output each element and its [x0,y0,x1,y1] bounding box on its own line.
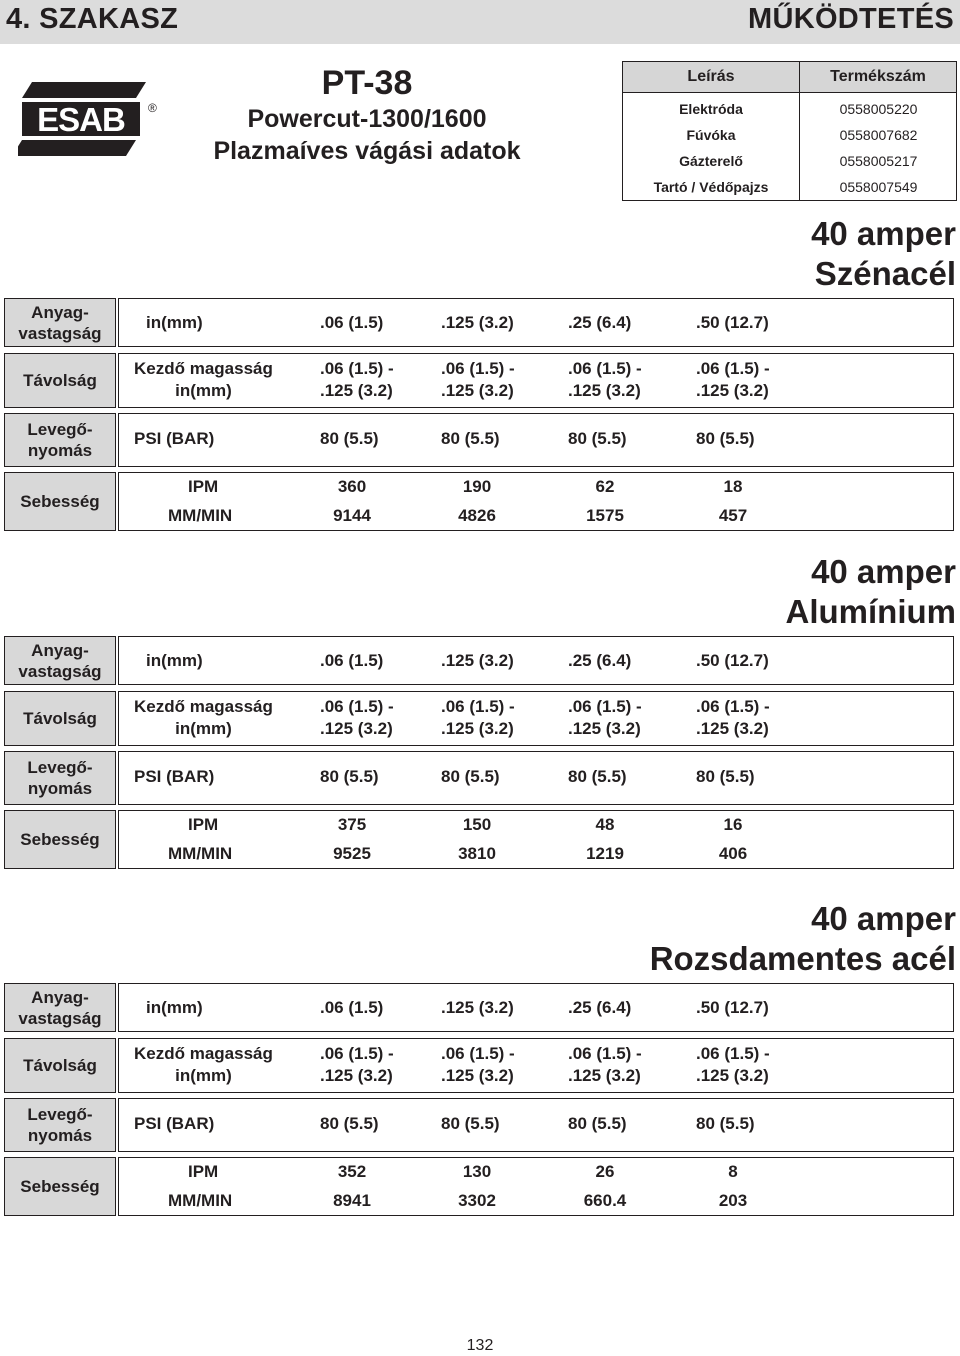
label-line: Kezdő magasság [134,1044,273,1063]
label-speed: Sebesség [4,810,116,869]
distance-value [696,1043,770,1087]
distance-line: .125 (3.2) [568,1066,641,1085]
section-amperage: 40 amper [811,553,956,590]
parts-row [623,96,956,122]
section-heading [786,552,957,632]
data-row-box [118,1098,954,1152]
ipm-value: 352 [337,1162,367,1181]
part-desc: Tartó / Védőpajzs [653,179,769,195]
section-amperage: 40 amper [811,900,956,937]
thickness-value: .125 (3.2) [441,313,514,332]
label-thickness [4,298,116,347]
label-air-pressure [4,751,116,805]
mmmin-value: 4826 [458,506,496,525]
parts-row [623,122,956,148]
pressure-value: 80 (5.5) [320,429,379,448]
label-line: nyomás [27,1126,93,1145]
pressure-value: 80 (5.5) [568,429,627,448]
mmmin-value: 3810 [458,844,496,863]
distance-value [568,696,642,740]
data-row-box [118,1157,954,1216]
part-number: 0558007549 [839,179,918,195]
thickness-value: .06 (1.5) [320,651,384,670]
distance-line: .125 (3.2) [696,381,769,400]
ipm-value: 8 [728,1162,738,1181]
label-line: in(mm) [175,1066,232,1085]
ipm-value: 18 [723,477,743,496]
thickness-value: .125 (3.2) [441,998,514,1017]
row-unit-label: in(mm) [146,651,203,670]
distance-line: .06 (1.5) - [568,1044,642,1063]
label-line: Anyag- [31,302,89,322]
label-speed: Sebesség [4,472,116,531]
parts-row [623,174,956,200]
label-air-text [27,1104,92,1146]
label-line: Anyag- [31,987,89,1007]
data-row-box [118,983,954,1032]
label-line: Kezdő magasság [134,359,273,378]
pressure-value: 80 (5.5) [568,767,627,786]
pressure-value: 80 (5.5) [696,429,755,448]
distance-line: .125 (3.2) [696,1066,769,1085]
distance-line: .06 (1.5) - [568,697,642,716]
label-distance: Távolság [4,353,116,408]
ipm-value: 62 [595,477,615,496]
pressure-value: 80 (5.5) [441,1114,500,1133]
svg-text:ESAB: ESAB [37,101,125,138]
row-unit-label: in(mm) [146,313,203,332]
distance-line: .06 (1.5) - [696,697,770,716]
label-line: Levegő- [27,1105,93,1124]
label-air-pressure [4,413,116,467]
page-number: 132 [466,1337,494,1354]
label-line: in(mm) [175,381,232,400]
thickness-value: .06 (1.5) [320,998,384,1017]
parts-row [623,148,956,174]
mmmin-value: 660.4 [583,1191,627,1210]
mmmin-value: 9525 [333,844,371,863]
section-heading [811,214,956,294]
label-line: vastagság [18,661,102,681]
distance-line: .125 (3.2) [696,719,769,738]
part-desc: Fúvóka [686,127,736,143]
subtitle-line2: Plazmaíves vágási adatok [213,137,521,165]
label-line: Levegő- [27,420,93,439]
distance-line: .06 (1.5) - [320,697,394,716]
section-number: 4. SZAKASZ [6,3,179,35]
mmmin-value: 3302 [458,1191,496,1210]
ipm-value: 26 [595,1162,615,1181]
distance-value [441,358,515,402]
label-thickness-text [18,640,101,682]
parts-table [622,61,957,201]
section-header-bar [0,0,960,44]
distance-value [320,1043,394,1087]
label-line: Levegő- [27,758,93,777]
row-unit-label: MM/MIN [168,1191,233,1210]
distance-line: .06 (1.5) - [441,697,515,716]
thickness-value: .25 (6.4) [568,651,632,670]
distance-line: .06 (1.5) - [696,1044,770,1063]
esab-logo-icon [18,76,158,162]
thickness-value: .125 (3.2) [441,651,514,670]
subtitle-line1: Powercut-1300/1600 [247,105,487,133]
mmmin-value: 406 [718,844,748,863]
pressure-value: 80 (5.5) [320,767,379,786]
row-unit-label [134,696,273,740]
row-unit-label [134,358,273,402]
distance-line: .06 (1.5) - [441,1044,515,1063]
row-unit-label [134,1043,273,1087]
part-number: 0558005220 [839,101,918,117]
parts-header-desc: Leírás [623,62,799,92]
distance-line: .06 (1.5) - [320,359,394,378]
pressure-value: 80 (5.5) [441,429,500,448]
row-unit-label: in(mm) [146,998,203,1017]
label-air-text [27,757,92,799]
data-row-box [118,810,954,869]
distance-line: .125 (3.2) [320,719,393,738]
mmmin-value: 9144 [333,506,371,525]
thickness-value: .06 (1.5) [320,313,384,332]
distance-line: .125 (3.2) [441,719,514,738]
pressure-value: 80 (5.5) [320,1114,379,1133]
pressure-value: 80 (5.5) [568,1114,627,1133]
part-desc: Gázterelő [679,153,743,169]
model-title: PT-38 [321,64,413,102]
row-unit-label: IPM [188,1162,219,1181]
ipm-value: 16 [723,815,743,834]
data-row-box [118,413,954,467]
section-material: Alumínium [785,593,956,630]
esab-logo [18,76,158,162]
distance-line: .125 (3.2) [441,1066,514,1085]
row-unit-label: PSI (BAR) [134,1114,215,1133]
label-thickness [4,983,116,1032]
label-air-text [27,419,92,461]
label-line: Kezdő magasság [134,697,273,716]
section-heading [650,899,956,979]
label-distance: Távolság [4,691,116,746]
section-amperage: 40 amper [811,215,956,252]
label-air-pressure [4,1098,116,1152]
label-thickness-text [18,987,101,1029]
label-distance: Távolság [4,1038,116,1093]
label-line: Anyag- [31,640,89,660]
subtitle [212,103,522,167]
label-line: vastagság [18,1008,102,1028]
section-material: Rozsdamentes acél [649,940,956,977]
data-row-box [118,298,954,347]
thickness-value: .25 (6.4) [568,313,632,332]
distance-value [568,1043,642,1087]
ipm-value: 360 [337,477,367,496]
mmmin-value: 457 [718,506,748,525]
distance-value [696,696,770,740]
row-unit-label: IPM [188,815,219,834]
distance-line: .125 (3.2) [441,381,514,400]
distance-line: .06 (1.5) - [441,359,515,378]
mmmin-value: 1219 [586,844,624,863]
label-line: nyomás [27,441,93,460]
mmmin-value: 1575 [586,506,624,525]
pressure-value: 80 (5.5) [696,767,755,786]
row-unit-label: MM/MIN [168,506,233,525]
data-row-box [118,751,954,805]
pressure-value: 80 (5.5) [441,767,500,786]
distance-line: .125 (3.2) [320,1066,393,1085]
part-desc: Elektróda [679,101,743,117]
pressure-value: 80 (5.5) [696,1114,755,1133]
thickness-value: .50 (12.7) [696,313,769,332]
distance-line: .125 (3.2) [568,381,641,400]
thickness-value: .25 (6.4) [568,998,632,1017]
row-unit-label: IPM [188,477,219,496]
row-unit-label: PSI (BAR) [134,429,215,448]
label-line: in(mm) [175,719,232,738]
row-unit-label: PSI (BAR) [134,767,215,786]
ipm-value: 130 [462,1162,492,1181]
data-row-box [118,636,954,685]
ipm-value: 150 [462,815,492,834]
distance-value [696,358,770,402]
ipm-value: 48 [595,815,615,834]
row-unit-label: MM/MIN [168,844,233,863]
label-speed: Sebesség [4,1157,116,1216]
ipm-value: 375 [337,815,367,834]
data-row-box [118,472,954,531]
mmmin-value: 203 [718,1191,748,1210]
distance-value [320,358,394,402]
svg-text:®: ® [148,101,157,115]
label-thickness [4,636,116,685]
chapter-title: MŰKÖDTETÉS [748,3,954,35]
thickness-value: .50 (12.7) [696,651,769,670]
distance-value [441,1043,515,1087]
section-material: Szénacél [814,255,956,292]
distance-line: .06 (1.5) - [320,1044,394,1063]
label-line: vastagság [18,323,102,343]
label-line: nyomás [27,779,93,798]
part-number: 0558007682 [839,127,918,143]
distance-line: .06 (1.5) - [568,359,642,378]
thickness-value: .50 (12.7) [696,998,769,1017]
distance-value [320,696,394,740]
distance-value [441,696,515,740]
distance-line: .125 (3.2) [320,381,393,400]
distance-line: .06 (1.5) - [696,359,770,378]
parts-header-number: Termékszám [800,62,956,92]
part-number: 0558005217 [839,153,918,169]
ipm-value: 190 [462,477,492,496]
mmmin-value: 8941 [333,1191,371,1210]
label-thickness-text [18,302,101,344]
distance-value [568,358,642,402]
distance-line: .125 (3.2) [568,719,641,738]
